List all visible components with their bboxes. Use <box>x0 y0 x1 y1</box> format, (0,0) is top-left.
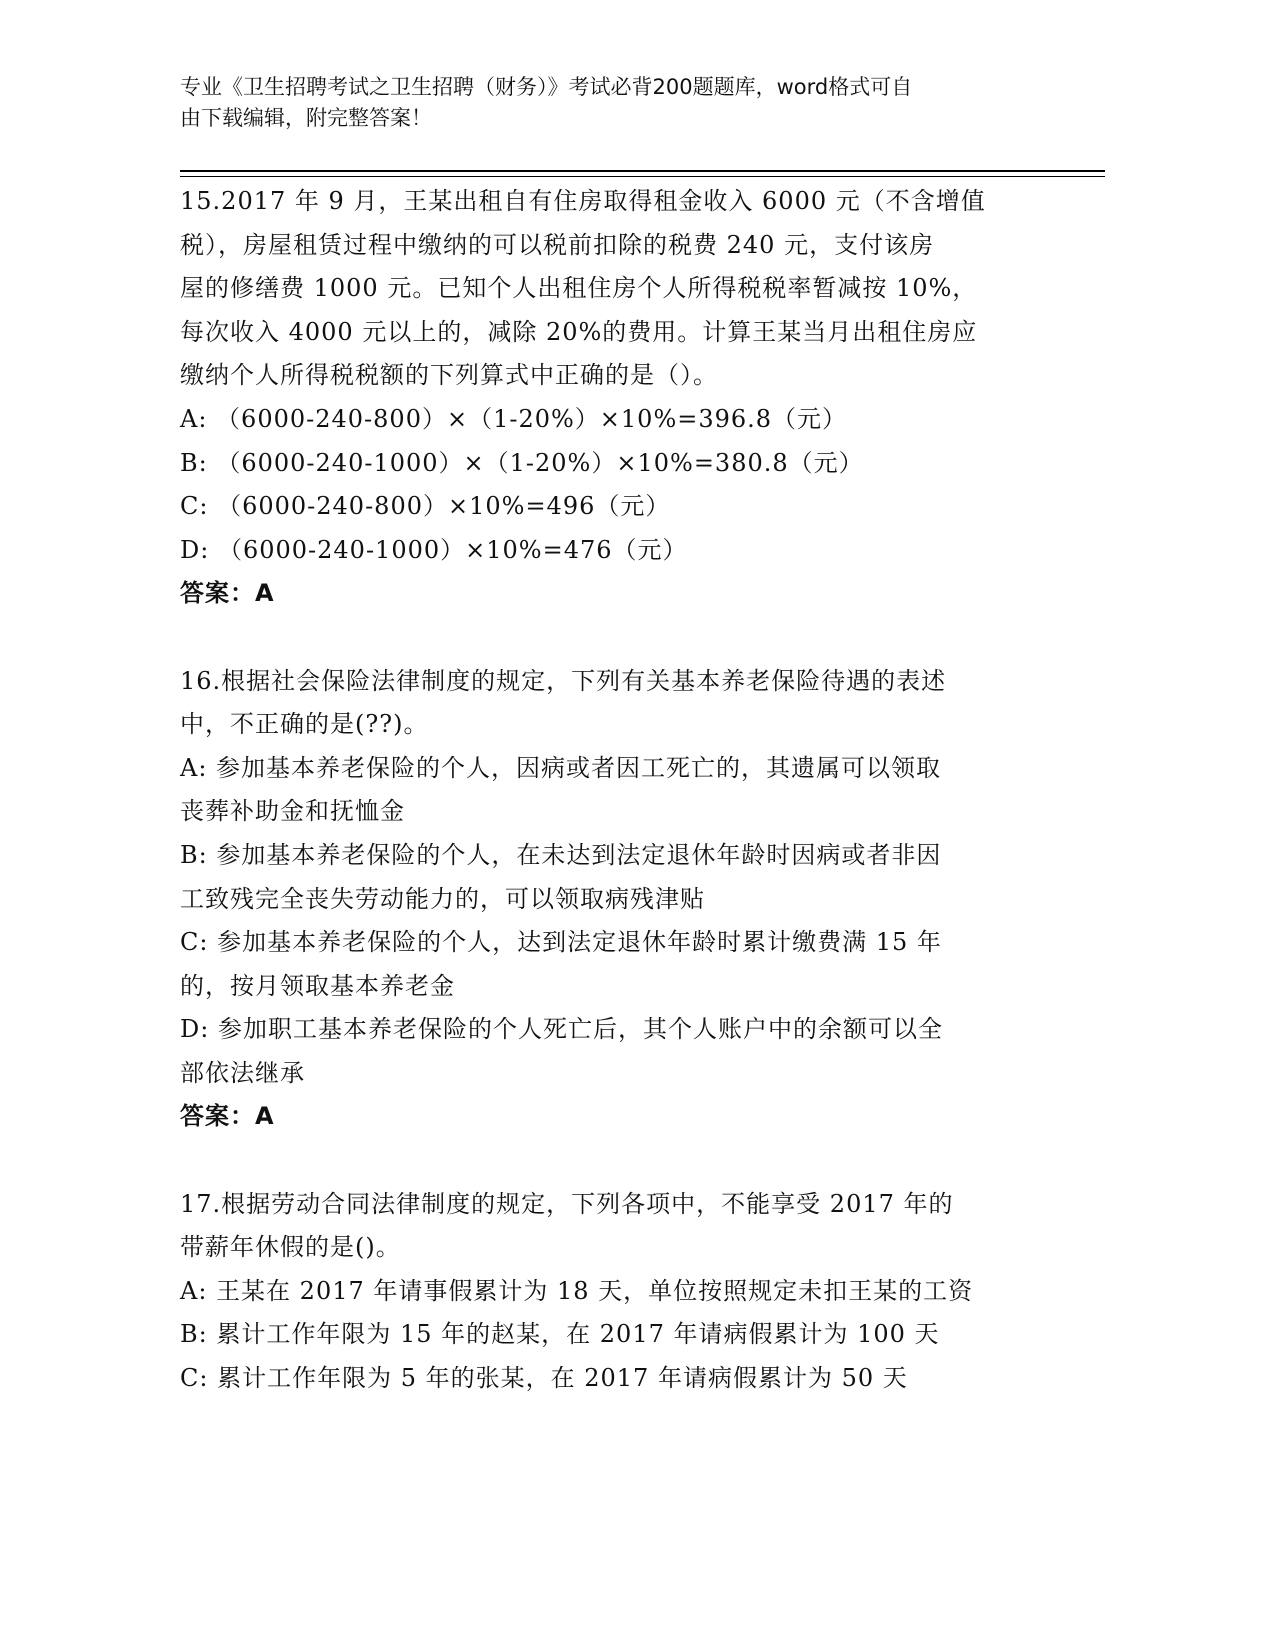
header-divider <box>180 170 1105 172</box>
answer-label: 答案：A <box>180 1102 275 1131</box>
question-line: C: 参加基本养老保险的个人，达到法定退休年龄时累计缴费满 15 年 <box>180 928 942 957</box>
header-line: 专业《卫生招聘考试之卫生招聘（财务）》考试必背200题题库，word格式可自 <box>180 75 913 99</box>
question-line: D: 参加职工基本养老保险的个人死亡后，其个人账户中的余额可以全 <box>180 1015 943 1044</box>
question-line: A: 王某在 2017 年请事假累计为 18 天，单位按照规定未扣王某的工资 <box>180 1276 974 1305</box>
question-stem: 17.根据劳动合同法律制度的规定，下列各项中，不能享受 2017 年的 <box>180 1189 954 1218</box>
question-line: A: （6000-240-800）×（1-20%）×10%=396.8（元） <box>180 404 848 433</box>
question-line: A: 参加基本养老保险的个人，因病或者因工死亡的，其遗属可以领取 <box>180 753 942 782</box>
document-header <box>180 72 1040 134</box>
question-block <box>180 180 1080 660</box>
question-line: B: 累计工作年限为 15 年的赵某，在 2017 年请病假累计为 100 天 <box>180 1320 940 1349</box>
question-stem: 16.根据社会保险法律制度的规定，下列有关基本养老保险待遇的表述 <box>180 666 947 695</box>
question-block <box>180 660 1080 1183</box>
question-line: C: 累计工作年限为 5 年的张某，在 2017 年请病假累计为 50 天 <box>180 1364 908 1393</box>
header-divider-thin <box>180 176 1105 177</box>
question-line: 部依法继承 <box>180 1058 305 1087</box>
question-line: 税），房屋租赁过程中缴纳的可以税前扣除的税费 240 元，支付该房 <box>180 230 935 259</box>
spacer <box>180 616 1080 660</box>
question-line: 缴纳个人所得税税额的下列算式中正确的是（）。 <box>180 361 718 390</box>
spacer <box>180 1139 1080 1183</box>
question-line: 丧葬补助金和抚恤金 <box>180 797 405 826</box>
question-line: 每次收入 4000 元以上的，减除 20%的费用。计算王某当月出租住房应 <box>180 317 978 346</box>
question-block <box>180 1183 1080 1401</box>
question-line: 的，按月领取基本养老金 <box>180 971 455 1000</box>
question-list <box>180 180 1080 1401</box>
header-line: 由下载编辑，附完整答案！ <box>180 106 432 130</box>
question-line: B: 参加基本养老保险的个人，在未达到法定退休年龄时因病或者非因 <box>180 840 942 869</box>
question-line: 带薪年休假的是()。 <box>180 1233 401 1262</box>
question-line: 屋的修缮费 1000 元。已知个人出租住房个人所得税税率暂减按 10%， <box>180 274 978 303</box>
question-line: C: （6000-240-800）×10%=496（元） <box>180 492 671 521</box>
answer-label: 答案：A <box>180 579 275 608</box>
question-line: 中，不正确的是(??)。 <box>180 710 429 739</box>
question-line: 工致残完全丧失劳动能力的，可以领取病残津贴 <box>180 884 705 913</box>
question-line: D: （6000-240-1000）×10%=476（元） <box>180 535 688 564</box>
question-line: B: （6000-240-1000）×（1-20%）×10%=380.8（元） <box>180 448 864 477</box>
question-stem: 15.2017 年 9 月，王某出租自有住房取得租金收入 6000 元（不含增值 <box>180 187 986 215</box>
